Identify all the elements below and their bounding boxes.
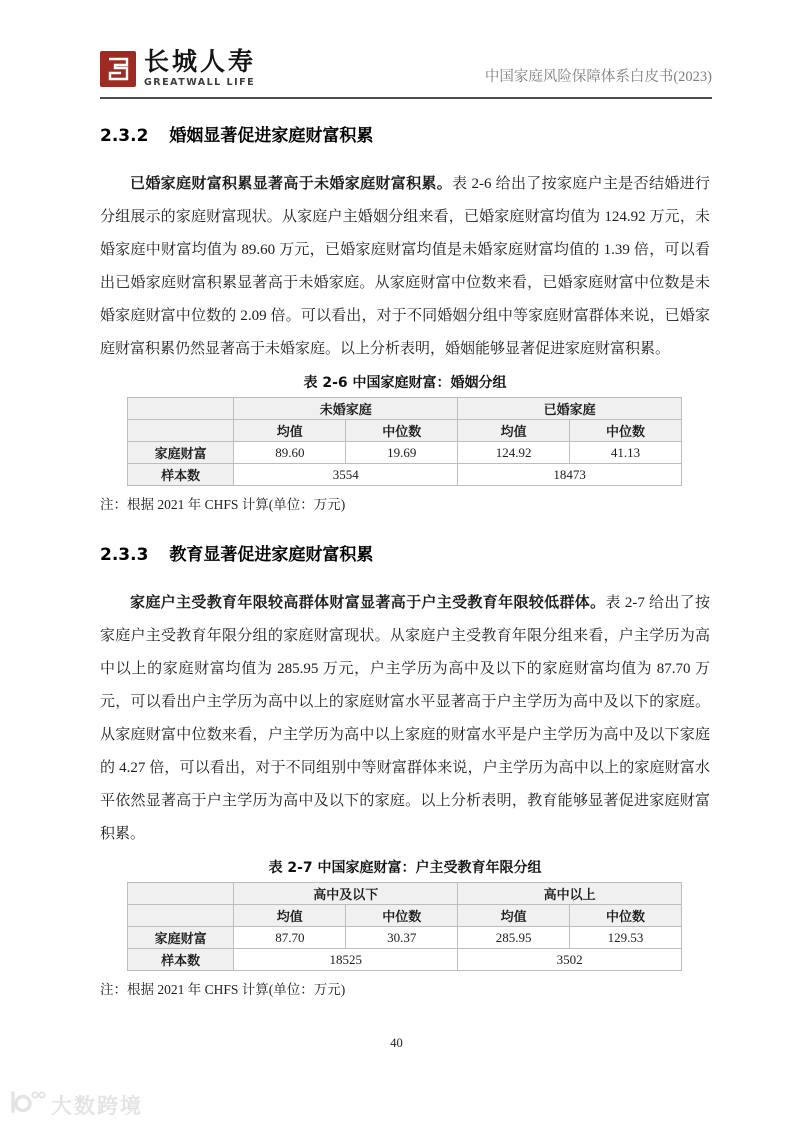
sub-header: 中位数 [346, 420, 458, 442]
table-row [128, 442, 682, 464]
group-header: 已婚家庭 [458, 398, 682, 420]
sub-header: 中位数 [570, 420, 682, 442]
value-cell: 18473 [458, 464, 682, 486]
row-label: 样本数 [128, 464, 234, 486]
page-header [100, 0, 712, 99]
section-paragraph-233 [100, 587, 710, 851]
header-rule [100, 97, 712, 99]
table-caption-2-7: 表 2-7 中国家庭财富：户主受教育年限分组 [268, 860, 542, 877]
paragraph-lead-sentence: 已婚家庭财富积累显著高于未婚家庭财富积累。 [130, 176, 453, 193]
value-cell: 19.69 [346, 442, 458, 464]
value-cell: 3554 [234, 464, 458, 486]
logo-company-name-en: GREATWALL LIFE [144, 77, 256, 89]
row-label: 家庭财富 [128, 927, 234, 949]
table-row [128, 420, 682, 442]
section-title: 婚姻显著促进家庭财富积累 [169, 126, 374, 147]
paragraph-body-text: 表 2-6 给出了按家庭户主是否结婚进行分组展示的家庭财富现状。从家庭户主婚姻分组来看，已婚家庭财富均值为 124.92 万元，未婚家庭中财富均值为 89.60 万元，已婚家庭财富均值是未婚家庭财富均值的 1.39 倍，可以看出已婚家庭财富积累显著高于未婚家庭。从家庭财富中位数来看，已婚家庭财富中位数是未婚家庭财富中位数的 2.09 倍。可以看出，对于不同婚姻分组中等家庭财富群体来说，已婚家庭财富积累仍然显著高于未婚家庭。以上分析表明，婚姻能够显著促进家庭财富积累。 [100, 176, 710, 358]
sub-header: 中位数 [346, 905, 458, 927]
document-title: 中国家庭风险保障体系白皮书(2023) [484, 69, 712, 86]
group-header: 高中以上 [458, 883, 682, 905]
table-2-6 [127, 397, 682, 486]
dashukuajing-logo-icon [8, 1089, 46, 1120]
value-cell: 41.13 [570, 442, 682, 464]
table-row [128, 883, 682, 905]
table-2-7 [127, 882, 682, 971]
section-number: 2.3.2 [100, 126, 149, 147]
sub-header: 均值 [458, 905, 570, 927]
corner-cell [128, 883, 234, 905]
table-row [128, 905, 682, 927]
greatwall-logo-icon [100, 51, 136, 87]
paragraph-lead-sentence: 家庭户主受教育年限较高群体财富显著高于户主受教育年限较低群体。 [130, 595, 606, 612]
table-row [128, 398, 682, 420]
sub-header: 均值 [458, 420, 570, 442]
page-number: 40 [390, 1036, 403, 1050]
table-row [128, 927, 682, 949]
table-note-2-7: 注：根据 2021 年 CHFS 计算(单位：万元) [100, 982, 346, 998]
section-paragraph-232 [100, 168, 710, 366]
value-cell: 285.95 [458, 927, 570, 949]
table-note-2-6: 注：根据 2021 年 CHFS 计算(单位：万元) [100, 497, 346, 513]
value-cell: 89.60 [234, 442, 346, 464]
value-cell: 30.37 [346, 927, 458, 949]
row-label: 家庭财富 [128, 442, 234, 464]
sub-header: 均值 [234, 420, 346, 442]
section-title: 教育显著促进家庭财富积累 [169, 545, 374, 566]
value-cell: 87.70 [234, 927, 346, 949]
section-heading-233 [100, 543, 710, 567]
section-number: 2.3.3 [100, 545, 149, 566]
sub-header: 中位数 [570, 905, 682, 927]
group-header: 未婚家庭 [234, 398, 458, 420]
table-caption-2-6: 表 2-6 中国家庭财富：婚姻分组 [303, 375, 507, 392]
watermark [8, 1089, 143, 1120]
corner-cell [128, 398, 234, 420]
logo-company-name: 长城人寿 [144, 47, 257, 76]
row-label: 样本数 [128, 949, 234, 971]
corner-cell [128, 905, 234, 927]
group-header: 高中及以下 [234, 883, 458, 905]
watermark-text: 大数跨境 [51, 1093, 143, 1118]
value-cell: 3502 [458, 949, 682, 971]
table-row [128, 464, 682, 486]
paragraph-body-text: 表 2-7 给出了按家庭户主受教育年限分组的家庭财富现状。从家庭户主受教育年限分组来看，户主学历为高中以上的家庭财富均值为 285.95 万元，户主学历为高中及以下的家庭财富均值为 87.70 万元，可以看出户主学历为高中以上的家庭财富水平显著高于户主学历为高中及以下的家庭。从家庭财富中位数来看，户主学历为高中以上家庭的财富水平是户主学历为高中及以下家庭的 4.27 倍，可以看出，对于不同组别中等财富群体来说，户主学历为高中以上的家庭财富水平依然显著高于户主学历为高中及以下的家庭。以上分析表明，教育能够显著促进家庭财富积累。 [100, 595, 710, 843]
section-heading-232 [100, 124, 710, 148]
value-cell: 18525 [234, 949, 458, 971]
table-row [128, 949, 682, 971]
value-cell: 124.92 [458, 442, 570, 464]
corner-cell [128, 420, 234, 442]
sub-header: 均值 [234, 905, 346, 927]
value-cell: 129.53 [570, 927, 682, 949]
page-content [100, 124, 710, 998]
company-logo [100, 49, 256, 88]
